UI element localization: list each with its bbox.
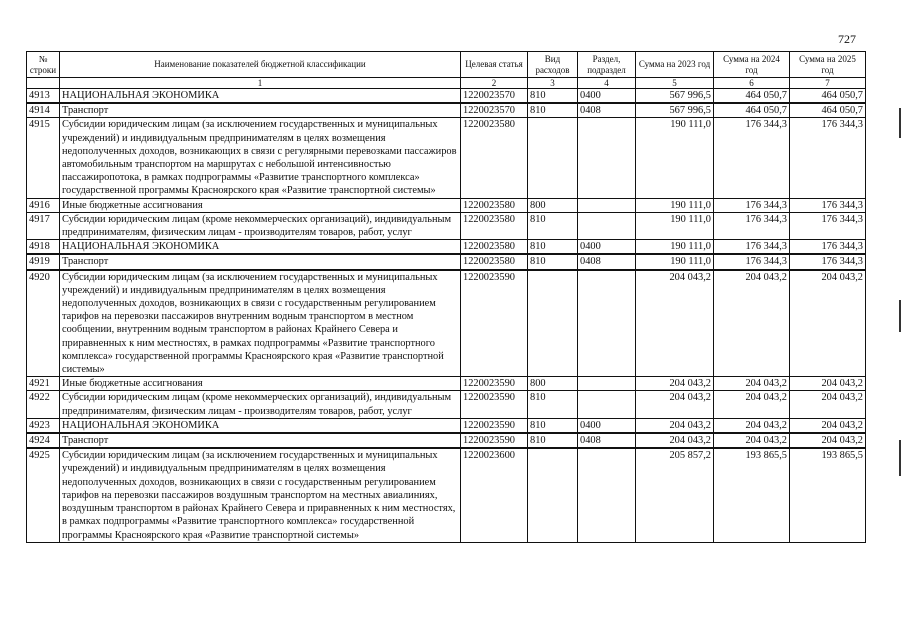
row-sum-2024: 464 050,7 — [714, 89, 790, 104]
row-sum-2024: 176 344,3 — [714, 198, 790, 212]
page-number: 727 — [838, 32, 856, 46]
table-row — [27, 118, 866, 198]
table-row — [27, 198, 866, 212]
table-row — [27, 433, 866, 448]
column-index: 4 — [578, 78, 636, 89]
row-number: 4918 — [27, 240, 60, 255]
row-name: Иные бюджетные ассигнования — [60, 377, 461, 391]
row-sum-2023: 204 043,2 — [636, 270, 714, 377]
row-number: 4915 — [27, 118, 60, 198]
row-target: 1220023580 — [461, 198, 528, 212]
row-sum-2024: 464 050,7 — [714, 103, 790, 118]
row-kind: 810 — [528, 391, 578, 418]
row-kind: 810 — [528, 418, 578, 433]
row-name: Субсидии юридическим лицам (кроме некоммерческих организаций), индивидуальным предпринимателям, физическим лицам - производителям товаров, работ, услуг — [60, 212, 461, 239]
row-name: Транспорт — [60, 254, 461, 269]
row-sum-2023: 204 043,2 — [636, 418, 714, 433]
row-number: 4919 — [27, 254, 60, 269]
row-number: 4914 — [27, 103, 60, 118]
budget-table — [26, 51, 866, 543]
row-kind — [528, 118, 578, 198]
header-sum-2023: Сумма на 2023 год — [636, 52, 714, 78]
scan-edge-mark — [899, 440, 901, 476]
row-section — [578, 377, 636, 391]
row-name: Иные бюджетные ассигнования — [60, 198, 461, 212]
row-sum-2023: 190 111,0 — [636, 198, 714, 212]
row-number: 4916 — [27, 198, 60, 212]
row-kind — [528, 448, 578, 542]
table-row — [27, 270, 866, 377]
column-index: 6 — [714, 78, 790, 89]
table-row — [27, 377, 866, 391]
row-sum-2025: 176 344,3 — [790, 212, 866, 239]
table-row — [27, 240, 866, 255]
row-number: 4913 — [27, 89, 60, 104]
header-sum-2024: Сумма на 2024 год — [714, 52, 790, 78]
row-sum-2025: 464 050,7 — [790, 89, 866, 104]
row-section — [578, 118, 636, 198]
row-kind: 810 — [528, 212, 578, 239]
row-target: 1220023590 — [461, 433, 528, 448]
table-row — [27, 418, 866, 433]
row-sum-2025: 176 344,3 — [790, 118, 866, 198]
row-kind: 810 — [528, 240, 578, 255]
row-target: 1220023590 — [461, 377, 528, 391]
table-row — [27, 391, 866, 418]
row-sum-2025: 204 043,2 — [790, 270, 866, 377]
row-sum-2023: 190 111,0 — [636, 254, 714, 269]
row-kind: 810 — [528, 89, 578, 104]
row-target: 1220023580 — [461, 118, 528, 198]
row-sum-2025: 464 050,7 — [790, 103, 866, 118]
row-sum-2025: 204 043,2 — [790, 418, 866, 433]
row-target: 1220023590 — [461, 391, 528, 418]
row-target: 1220023590 — [461, 270, 528, 377]
row-name: НАЦИОНАЛЬНАЯ ЭКОНОМИКА — [60, 240, 461, 255]
row-sum-2024: 204 043,2 — [714, 377, 790, 391]
row-sum-2023: 204 043,2 — [636, 377, 714, 391]
row-number: 4921 — [27, 377, 60, 391]
row-name: Транспорт — [60, 103, 461, 118]
row-section: 0400 — [578, 240, 636, 255]
header-sum-2025: Сумма на 2025 год — [790, 52, 866, 78]
row-kind: 810 — [528, 433, 578, 448]
table-row — [27, 254, 866, 269]
row-number: 4917 — [27, 212, 60, 239]
header-name: Наименование показателей бюджетной классификации — [60, 52, 461, 78]
row-section: 0408 — [578, 103, 636, 118]
row-section — [578, 391, 636, 418]
row-section: 0408 — [578, 433, 636, 448]
row-kind: 800 — [528, 198, 578, 212]
row-sum-2025: 176 344,3 — [790, 240, 866, 255]
column-index — [27, 78, 60, 89]
row-kind: 810 — [528, 254, 578, 269]
scan-edge-mark — [899, 108, 901, 138]
row-section — [578, 270, 636, 377]
row-sum-2025: 204 043,2 — [790, 391, 866, 418]
row-name: Субсидии юридическим лицам (за исключением государственных и муниципальных учреждений) и индивидуальным предпринимателям в целях возмещения недополученных доходов, возникающих в связи с регулярными перевозками пассажиров автомобильным транспортом на маршрутах с небольшой интенсивностью пассажиропотока, в рамках подпрограммы «Развитие транспортного комплекса» государственной программы Красноярского края «Развитие транспортной системы» — [60, 118, 461, 198]
row-sum-2025: 204 043,2 — [790, 377, 866, 391]
row-name: Транспорт — [60, 433, 461, 448]
row-number: 4923 — [27, 418, 60, 433]
row-section: 0400 — [578, 418, 636, 433]
row-sum-2024: 176 344,3 — [714, 212, 790, 239]
row-target: 1220023570 — [461, 89, 528, 104]
row-sum-2024: 176 344,3 — [714, 254, 790, 269]
row-name: НАЦИОНАЛЬНАЯ ЭКОНОМИКА — [60, 418, 461, 433]
row-kind — [528, 270, 578, 377]
row-target: 1220023580 — [461, 212, 528, 239]
row-sum-2024: 204 043,2 — [714, 433, 790, 448]
row-number: 4920 — [27, 270, 60, 377]
row-sum-2023: 204 043,2 — [636, 391, 714, 418]
row-section: 0400 — [578, 89, 636, 104]
row-sum-2024: 176 344,3 — [714, 118, 790, 198]
header-section: Раздел, подраздел — [578, 52, 636, 78]
table-row — [27, 89, 866, 104]
column-index: 3 — [528, 78, 578, 89]
row-sum-2023: 567 996,5 — [636, 103, 714, 118]
table-row — [27, 448, 866, 542]
row-sum-2024: 176 344,3 — [714, 240, 790, 255]
header-target: Целевая статья — [461, 52, 528, 78]
row-sum-2025: 193 865,5 — [790, 448, 866, 542]
table-row — [27, 103, 866, 118]
header-kind: Вид расходов — [528, 52, 578, 78]
column-index: 2 — [461, 78, 528, 89]
row-target: 1220023580 — [461, 254, 528, 269]
row-section — [578, 198, 636, 212]
row-sum-2024: 193 865,5 — [714, 448, 790, 542]
row-sum-2024: 204 043,2 — [714, 270, 790, 377]
row-sum-2024: 204 043,2 — [714, 391, 790, 418]
row-section — [578, 448, 636, 542]
row-name: Субсидии юридическим лицам (кроме некоммерческих организаций), индивидуальным предпринимателям, физическим лицам - производителям товаров, работ, услуг — [60, 391, 461, 418]
row-number: 4925 — [27, 448, 60, 542]
row-section — [578, 212, 636, 239]
row-sum-2025: 176 344,3 — [790, 198, 866, 212]
row-name: Субсидии юридическим лицам (за исключением государственных и муниципальных учреждений) и индивидуальным предпринимателям в целях возмещения недополученных доходов, возникающих в связи с государственным регулированием тарифов на перевозки пассажиров воздушным транспортом на местных авиалиниях, воздушным транспортом в районах Крайнего Севера и приравненных к ним местностях, в рамках подпрограммы «Развитие транспортного комплекса» государственной программы Красноярского края «Развитие транспортной системы» — [60, 448, 461, 542]
row-target: 1220023600 — [461, 448, 528, 542]
row-name: Субсидии юридическим лицам (за исключением государственных и муниципальных учреждений) и индивидуальным предпринимателям в целях возмещения недополученных доходов, возникающих в связи с государственным регулированием тарифов на перевозки пассажиров внутренним водным транспортом в местном сообщении, внутренним водным транспортом в районах Крайнего Севера и приравненных к ним местностях, в рамках подпрограммы «Развитие транспортного комплекса» государственной программы Красноярского края «Развитие транспортной системы» — [60, 270, 461, 377]
row-target: 1220023580 — [461, 240, 528, 255]
table-row — [27, 212, 866, 239]
row-kind: 800 — [528, 377, 578, 391]
header-row-no: № строки — [27, 52, 60, 78]
column-index: 5 — [636, 78, 714, 89]
row-sum-2023: 567 996,5 — [636, 89, 714, 104]
row-sum-2023: 204 043,2 — [636, 433, 714, 448]
row-name: НАЦИОНАЛЬНАЯ ЭКОНОМИКА — [60, 89, 461, 104]
row-number: 4924 — [27, 433, 60, 448]
scan-edge-mark — [899, 300, 901, 332]
row-number: 4922 — [27, 391, 60, 418]
row-sum-2025: 204 043,2 — [790, 433, 866, 448]
row-sum-2023: 190 111,0 — [636, 118, 714, 198]
row-sum-2024: 204 043,2 — [714, 418, 790, 433]
row-sum-2023: 205 857,2 — [636, 448, 714, 542]
column-index: 7 — [790, 78, 866, 89]
row-sum-2023: 190 111,0 — [636, 240, 714, 255]
row-target: 1220023590 — [461, 418, 528, 433]
row-sum-2023: 190 111,0 — [636, 212, 714, 239]
row-kind: 810 — [528, 103, 578, 118]
row-section: 0408 — [578, 254, 636, 269]
column-index: 1 — [60, 78, 461, 89]
row-sum-2025: 176 344,3 — [790, 254, 866, 269]
row-target: 1220023570 — [461, 103, 528, 118]
